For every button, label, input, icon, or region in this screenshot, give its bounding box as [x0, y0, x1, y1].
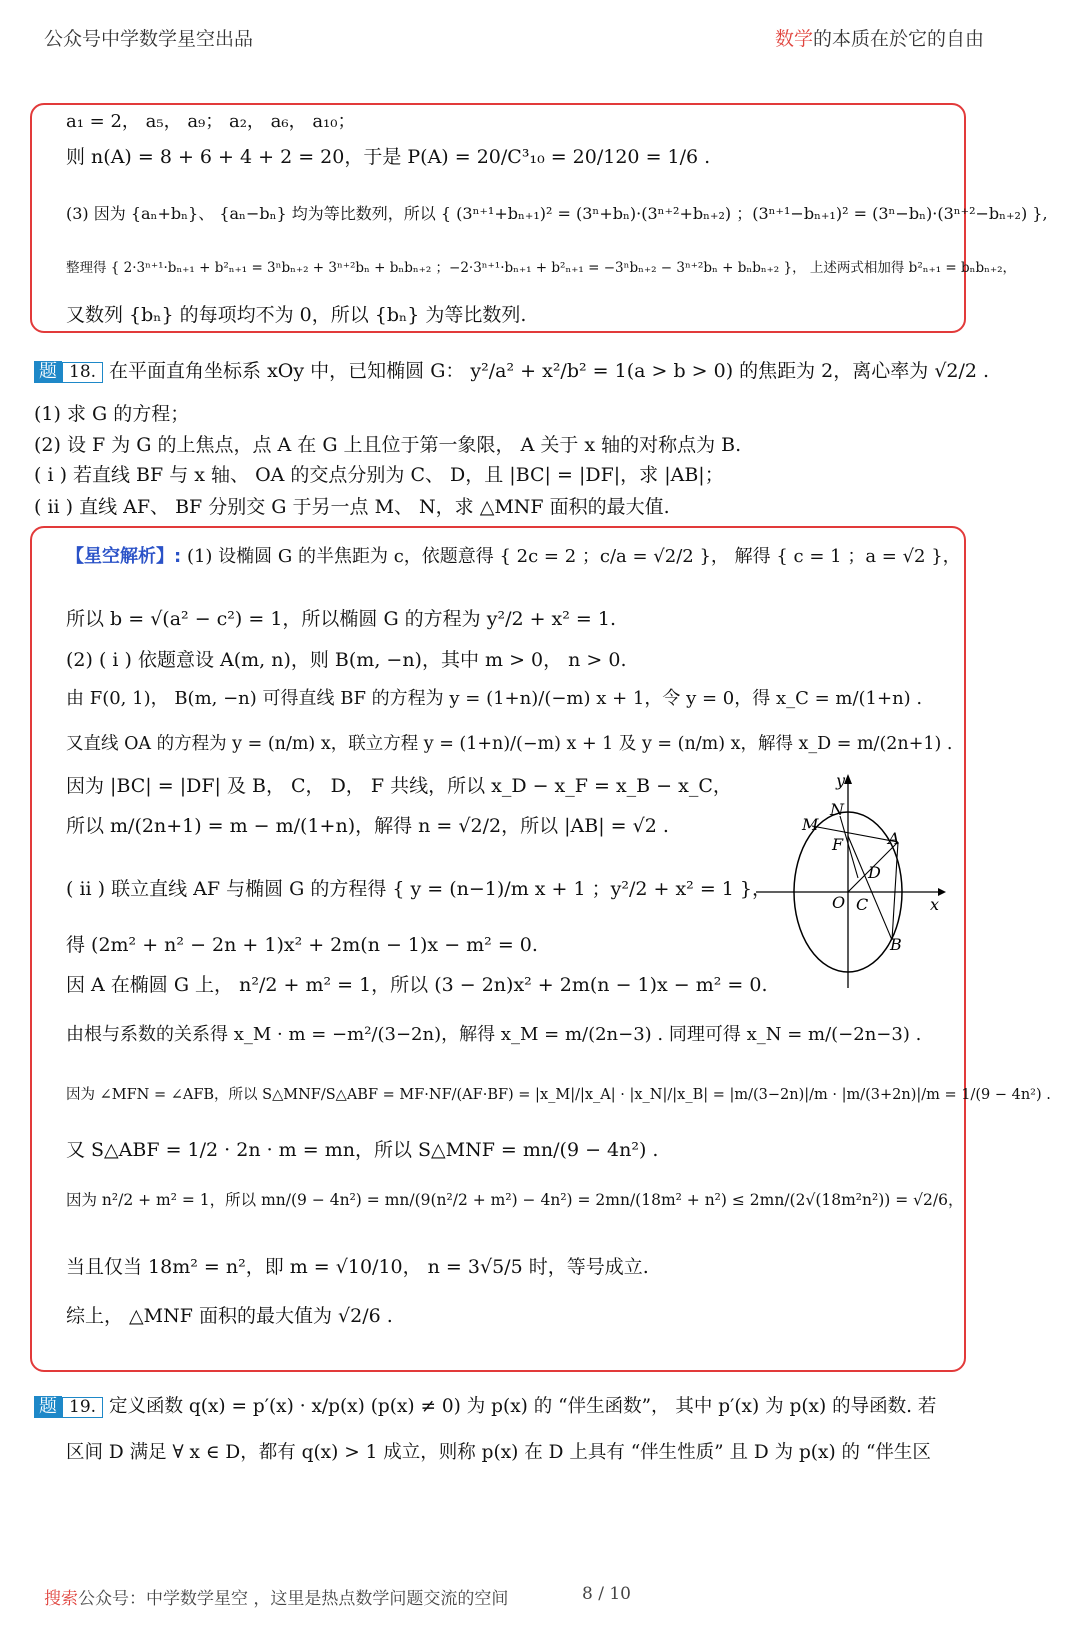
- question-18-stem: [34, 361, 989, 383]
- box2-line: 因 A 在椭圆 G 上， n²/2 + m² = 1，所以 (3 − 2n)x² + 2m(n − 1)x − m² = 0.: [66, 974, 768, 996]
- label-O: O: [832, 893, 846, 912]
- label-C: C: [856, 895, 869, 914]
- question-tag: 题: [34, 361, 62, 383]
- question-18-part: ( ii ) 直线 AF、 BF 分别交 G 于另一点 M、 N，求 △MNF 面积的最大值.: [34, 496, 670, 518]
- box2-line: 由 F(0, 1)， B(m, −n) 可得直线 BF 的方程为 y = (1+n)/(−m) x + 1，令 y = 0，得 x_C = m/(1+n) .: [66, 688, 923, 709]
- question-19-line2: 区间 D 满足 ∀ x ∈ D，都有 q(x) > 1 成立，则称 p(x) 在 D 上具有 “伴生性质” 且 D 为 p(x) 的 “伴生区: [66, 1442, 931, 1463]
- box2-line: 因为 |BC| = |DF| 及 B， C， D， F 共线，所以 x_D − x_F = x_B − x_C，: [66, 775, 732, 797]
- box2-line: 又直线 OA 的方程为 y = (n/m) x，联立方程 y = (1+n)/(−m) x + 1 及 y = (n/m) x，解得 x_D = m/(2n+1) .: [66, 734, 953, 754]
- footer-body: 公众号：中学数学星空 ，这里是热点数学问题交流的空间: [78, 1589, 509, 1609]
- box1-line: 整理得 { 2·3ⁿ⁺¹·bₙ₊₁ + b²ₙ₊₁ = 3ⁿbₙ₊₂ + 3ⁿ⁺²bₙ + bₙbₙ₊₂ ；−2·3ⁿ⁺¹·bₙ₊₁ + b²ₙ₊₁ = −3ⁿbₙ₊₂ − 3ⁿ⁺²bₙ + bₙbₙ₊₂ }， 上述两式相加得 b²ₙ₊₁ = bₙbₙ₊₂，: [66, 260, 1017, 276]
- box1-line: a₁ = 2， a₅， a₉； a₂， a₆， a₁₀；: [66, 111, 356, 132]
- label-y: y: [836, 771, 846, 790]
- box1-line: (3) 因为 {aₙ+bₙ}、 {aₙ−bₙ} 均为等比数列，所以 { (3ⁿ⁺¹+bₙ₊₁)² = (3ⁿ+bₙ)·(3ⁿ⁺²+bₙ₊₂) ；(3ⁿ⁺¹−bₙ₊₁)² = (3ⁿ−bₙ)·(3ⁿ⁺²−bₙ₊₂) },: [66, 204, 1048, 223]
- segment-FB: [848, 836, 892, 940]
- question-18-part: (2) 设 F 为 G 的上焦点，点 A 在 G 上且位于第一象限， A 关于 x 轴的对称点为 B.: [34, 434, 742, 456]
- page-number: 8 / 10: [582, 1584, 631, 1604]
- box2-line: 所以 b = √(a² − c²) = 1，所以椭圆 G 的方程为 y²/2 + x² = 1.: [66, 608, 617, 630]
- analysis-label: 【星空解析】:: [66, 546, 182, 567]
- question-number: 19.: [62, 1397, 103, 1418]
- ellipse-figure: [752, 770, 952, 1000]
- box2-line: 又 S△ABF = 1/2 · 2n · m = mn，所以 S△MNF = mn/(9 − 4n²) .: [66, 1139, 659, 1161]
- header-right-red: 数学: [774, 28, 813, 50]
- label-A: A: [888, 829, 900, 848]
- label-F: F: [832, 835, 844, 854]
- label-x: x: [930, 895, 940, 914]
- question-18-part: ( i ) 若直线 BF 与 x 轴、 OA 的交点分别为 C、 D，且 |BC| = |DF|，求 |AB|；: [34, 464, 724, 486]
- box2-line: (2) ( i ) 依题意设 A(m, n)，则 B(m, −n)，其中 m > 0， n > 0.: [66, 649, 627, 671]
- box2-line: 当且仅当 18m² = n²，即 m = √10/10， n = 3√5/5 时，等号成立.: [66, 1256, 649, 1278]
- question-18-part: (1) 求 G 的方程；: [34, 403, 190, 425]
- footer-red: 搜索: [44, 1589, 78, 1609]
- question-18-text: 在平面直角坐标系 xOy 中，已知椭圆 G： y²/a² + x²/b² = 1(a > b > 0) 的焦距为 2，离心率为 √2/2 .: [109, 360, 990, 382]
- box2-line-text: (1) 设椭圆 G 的半焦距为 c，依题意得 { 2c = 2 ；c/a = √2/2 }， 解得 { c = 1 ；a = √2 }，: [186, 546, 961, 567]
- box2-line: 综上， △MNF 面积的最大值为 √2/6 .: [66, 1305, 393, 1327]
- box2-line: ( ii ) 联立直线 AF 与椭圆 G 的方程得 { y = (n−1)/m x + 1 ；y²/2 + x² = 1 }，: [66, 878, 771, 900]
- question-19-line1: [34, 1396, 936, 1418]
- y-axis-arrow: [844, 774, 852, 784]
- box1-line: 又数列 {bₙ} 的每项均不为 0，所以 {bₙ} 为等比数列.: [66, 304, 527, 326]
- box2-line: 因为 ∠MFN = ∠AFB，所以 S△MNF/S△ABF = MF·NF/(AF·BF) = |x_M|/|x_A| · |x_N|/|x_B| = |m/(3−2n)|/m · |m/(3+2n)|/m = 1/(9 − 4n²) .: [66, 1087, 1051, 1103]
- header-left-text: 公众号中学数学星空出品: [44, 28, 254, 50]
- label-D: D: [868, 863, 881, 882]
- box2-line: 所以 m/(2n+1) = m − m/(1+n)，解得 n = √2/2，所以 |AB| = √2 .: [66, 815, 669, 837]
- box1-line: 则 n(A) = 8 + 6 + 4 + 2 = 20，于是 P(A) = 20/C³₁₀ = 20/120 = 1/6 .: [66, 146, 711, 168]
- header-right-rest: 的本质在於它的自由: [812, 28, 984, 50]
- label-M: M: [802, 815, 819, 834]
- footer-text: [44, 1584, 508, 1609]
- box2-line: 得 (2m² + n² − 2n + 1)x² + 2m(n − 1)x − m² = 0.: [66, 934, 538, 956]
- label-N: N: [830, 800, 844, 819]
- question-19-text1: 定义函数 q(x) = p′(x) · x/p(x) (p(x) ≠ 0) 为 p(x) 的 “伴生函数”， 其中 p′(x) 为 p(x) 的导函数. 若: [109, 1396, 937, 1417]
- header-right-text: [775, 24, 984, 51]
- x-axis-arrow: [938, 888, 946, 896]
- box2-line: 因为 n²/2 + m² = 1，所以 mn/(9 − 4n²) = mn/(9(n²/2 + m²) − 4n²) = 2mn/(18m² + n²) ≤ 2mn/(2√(18m²n²)) = √2/6，: [66, 1191, 964, 1209]
- question-tag: 题: [34, 1396, 62, 1418]
- question-number: 18.: [62, 362, 103, 383]
- box2-line: [66, 548, 961, 566]
- label-B: B: [890, 935, 902, 954]
- box2-line: 由根与系数的关系得 x_M · m = −m²/(3−2n)，解得 x_M = m/(2n−3) . 同理可得 x_N = m/(−2n−3) .: [66, 1024, 922, 1045]
